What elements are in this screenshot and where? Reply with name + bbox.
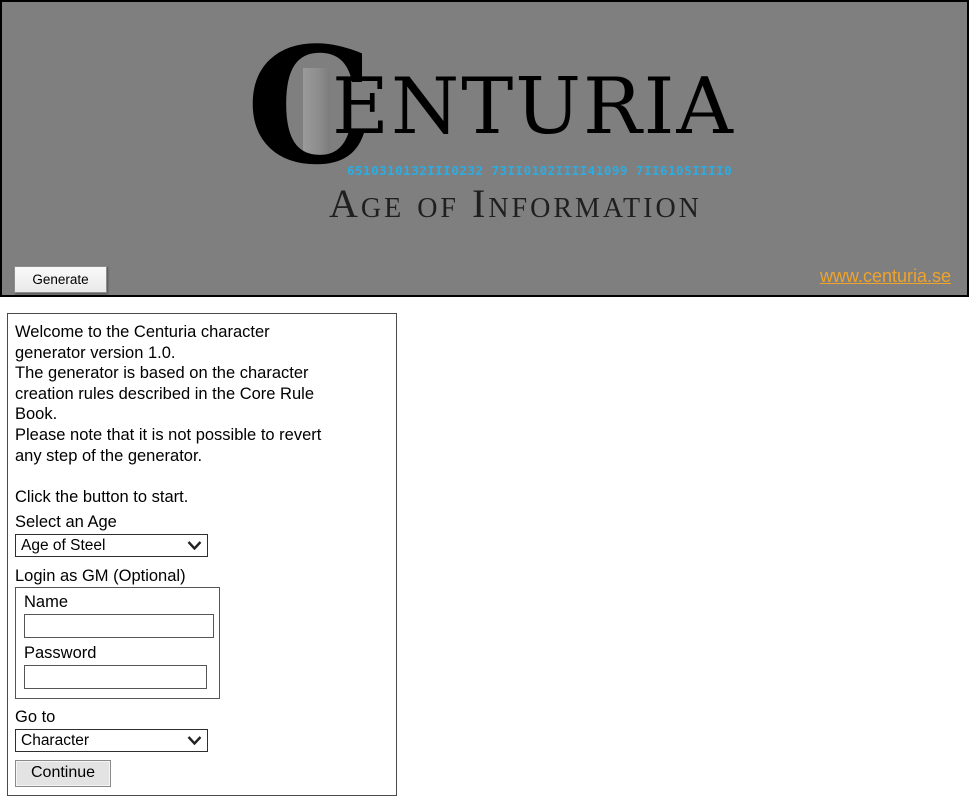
welcome-text-line: any step of the generator.: [15, 446, 203, 465]
goto-select-value: Character: [21, 732, 90, 750]
gm-login-label: Login as GM (Optional): [15, 567, 186, 586]
welcome-text-line: Please note that it is not possible to revert: [15, 425, 322, 444]
goto-select[interactable]: [15, 729, 208, 752]
click-to-start-text: Click the button to start.: [15, 487, 189, 506]
logo-letter-c: C: [246, 12, 374, 200]
gm-login-box: [15, 587, 220, 699]
age-select[interactable]: [15, 534, 208, 557]
welcome-text-line: The generator is based on the character: [15, 364, 309, 383]
welcome-panel: [7, 313, 397, 796]
welcome-text-line: creation rules described in the Core Rule: [15, 384, 314, 403]
name-input[interactable]: [24, 614, 214, 638]
age-select-label: Select an Age: [15, 513, 117, 532]
password-input[interactable]: [24, 665, 207, 689]
generate-button[interactable]: Generate: [14, 266, 107, 293]
blank-line: [15, 466, 386, 487]
password-label: Password: [24, 644, 97, 663]
welcome-text-line: generator version 1.0.: [15, 343, 176, 362]
chevron-down-icon: [187, 541, 202, 550]
welcome-text-line: Book.: [15, 405, 58, 424]
welcome-text-line: Welcome to the Centuria character: [15, 323, 270, 341]
header-banner: [0, 0, 969, 297]
goto-select-label: Go to: [15, 708, 56, 727]
age-select-value: Age of Steel: [21, 537, 106, 555]
chevron-down-icon: [187, 736, 202, 745]
logo-tagline: Age of Information: [329, 181, 702, 226]
continue-button[interactable]: Continue: [15, 760, 111, 787]
logo-digital-code-line: 6510310132III0232 73II0102IIII41099 7II6105IIII0: [347, 163, 733, 178]
centuria-site-link[interactable]: www.centuria.se: [819, 266, 951, 286]
centuria-logo: [2, 2, 967, 295]
name-label: Name: [24, 593, 69, 612]
logo-wordmark: ENTURIA: [332, 62, 735, 152]
